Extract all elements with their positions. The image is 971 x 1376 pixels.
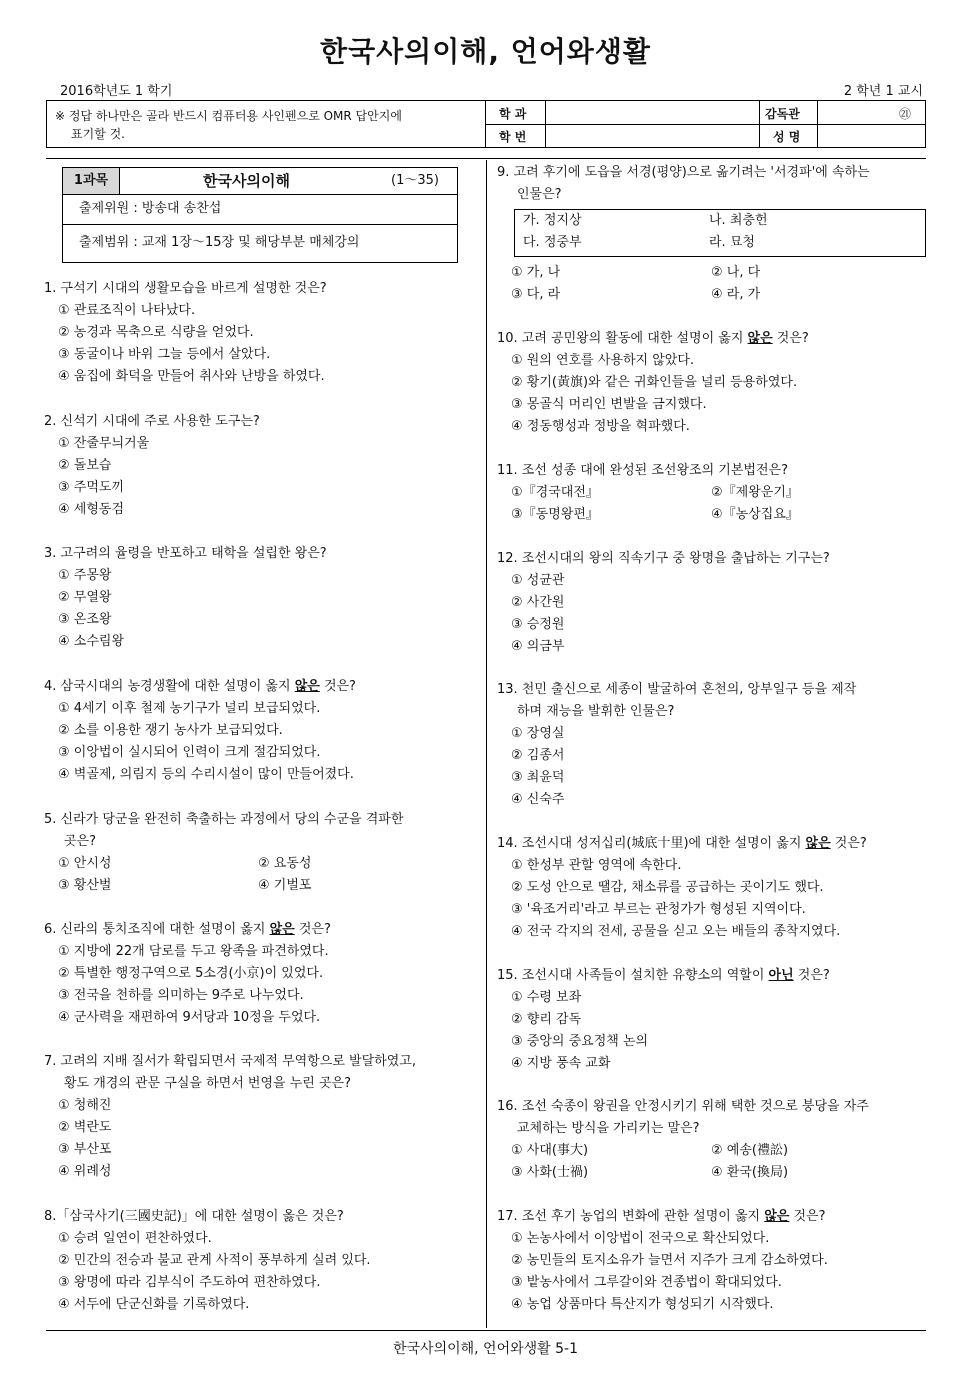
- term-info: 2016학년도 1 학기: [60, 84, 173, 99]
- question-11: 11. 조선 성종 대에 완성된 조선왕조의 기본법전은? ①『경국대전』 ②『제왕운기』 ③『동명왕편』 ④『농상집요』: [497, 463, 799, 522]
- proctor-label: 감독관: [765, 107, 800, 121]
- question-10: 10. 고려 공민왕의 활동에 대한 설명이 옳지 않은 것은? ① 원의 연호를 사용하지 않았다. ② 황기(黃旗)와 같은 귀화인들을 널리 등용하였다. ③ 몽골식 머리인 변발을 금지했다. ④ 정동행성과 정방을 혁파했다.: [497, 331, 809, 434]
- question-8: 8.「삼국사기(三國史記)」에 대한 설명이 옳은 것은? ① 승려 일연이 편찬하였다. ② 민간의 전승과 불교 관계 사적이 풍부하게 실려 있다. ③ 왕명에 따라 김부식이 주도하여 편찬하였다. ④ 서두에 단군신화를 기록하였다.: [44, 1209, 371, 1312]
- question-16: 16. 조선 숙종이 왕권을 안정시키기 위해 택한 것으로 붕당을 자주 교체하는 방식을 가리키는 말은? ① 사대(事大) ② 예송(禮訟) ③ 사화(士禍) ④ 환국(換局): [497, 1099, 869, 1180]
- question-17: 17. 조선 후기 농업의 변화에 관한 설명이 옳지 않은 것은? ① 논농사에서 이앙법이 전국으로 확산되었다. ② 농민들의 토지소유가 늘면서 지주가 크게 감소하였다. ③ 밭농사에서 그루갈이와 견종법이 확대되었다. ④ 농업 상품마다 특산지가 형성되기 시작했다.: [497, 1209, 828, 1312]
- seal-mark: ㉑: [899, 107, 912, 121]
- question-1: 1. 구석기 시대의 생활모습을 바르게 설명한 것은? ① 관료조직이 나타났다. ② 농경과 목축으로 식량을 얻었다. ③ 동굴이나 바위 그늘 등에서 살았다. ④ 움집에 화덕을 만들어 취사와 난방을 하였다.: [44, 281, 327, 384]
- subject-name: 한국사의이해: [203, 172, 290, 190]
- answer-sheet-header: [46, 100, 926, 148]
- subject-number: 1과목: [63, 168, 120, 194]
- question-14: 14. 조선시대 성저십리(城底十里)에 대한 설명이 옳지 않은 것은? ① 한성부 관할 영역에 속한다. ② 도성 안으로 땔감, 채소류를 공급하는 곳이기도 했다. ③ '육조거리'라고 부르는 관청가가 형성된 지역이다. ④ 전국 각지의 전세, 공물을 싣고 오는 배들의 종착지였다.: [497, 836, 867, 939]
- scope: 출제범위 : 교재 1장～15장 및 해당부분 매체강의: [79, 235, 360, 250]
- question-range: (1～35): [391, 173, 439, 188]
- question-6: 6. 신라의 통치조직에 대한 설명이 옳지 않은 것은? ① 지방에 22개 담로를 두고 왕족을 파견하였다. ② 특별한 행정구역으로 5소경(小京)이 있었다. ③ 전국을 천하를 의미하는 9주로 나누었다. ④ 군사력을 재편하여 9서당과 10정을 두었다.: [44, 922, 331, 1025]
- question-5: 5. 신라가 당군을 완전히 축출하는 과정에서 당의 수군을 격파한 곳은? ① 안시성 ② 요동성 ③ 황산벌 ④ 기벌포: [44, 812, 404, 893]
- page-title: 한국사의이해, 언어와생활: [320, 35, 651, 68]
- question-2: 2. 신석기 시대에 주로 사용한 도구는? ① 잔줄무늬거울 ② 돌보습 ③ 주먹도끼 ④ 세형동검: [44, 414, 260, 517]
- page-footer: 한국사의이해, 언어와생활 5-1: [393, 1341, 578, 1357]
- column-divider: [486, 160, 487, 1328]
- question-12: 12. 조선시대의 왕의 직속기구 중 왕명을 출납하는 기구는? ① 성균관 ② 사간원 ③ 승정원 ④ 의금부: [497, 551, 830, 654]
- question-4: 4. 삼국시대의 농경생활에 대한 설명이 옳지 않은 것은? ① 4세기 이후 철제 농기구가 널리 보급되었다. ② 소를 이용한 쟁기 농사가 보급되었다. ③ 이앙법이 실시되어 인력이 크게 절감되었다. ④ 벽골제, 의림지 등의 수리시설이 많이 만들어졌다.: [44, 679, 356, 782]
- name-label: 성 명: [773, 130, 801, 144]
- notice: [55, 107, 475, 143]
- period-info: 2 학년 1 교시: [843, 84, 923, 99]
- question-9-choice-box: 가. 정지상 나. 최충헌 다. 정중부 라. 묘청: [514, 209, 926, 257]
- notice-line-1: ※ 정답 하나만은 골라 반드시 컴퓨터용 사인펜으로 OMR 답안지에: [55, 109, 402, 123]
- question-9-options: ① 가, 나 ② 나, 다 ③ 다, 라 ④ 라, 가: [511, 265, 761, 302]
- question-9: 9. 고려 후기에 도읍을 서경(평양)으로 옮기려는 '서경파'에 속하는 인물은?: [497, 165, 870, 202]
- question-7: 7. 고려의 지배 질서가 확립되면서 국제적 무역항으로 발달하였고, 황도 개경의 관문 구실을 하면서 번영을 누린 곳은? ① 청해진 ② 벽란도 ③ 부산포 ④ 위례성: [44, 1054, 416, 1179]
- author: 출제위원 : 방송대 송찬섭: [79, 201, 222, 216]
- question-15: 15. 조선시대 사족들이 설치한 유향소의 역할이 아닌 것은? ① 수령 보좌 ② 향리 감독 ③ 중앙의 중요정책 논의 ④ 지방 풍속 교화: [497, 968, 830, 1071]
- notice-line-2: 표기할 것.: [71, 127, 125, 141]
- question-3: 3. 고구려의 율령을 반포하고 태학을 설립한 왕은? ① 주몽왕 ② 무열왕 ③ 온조왕 ④ 소수림왕: [44, 546, 327, 649]
- student-id-label: 학 번: [499, 130, 527, 144]
- subject-box: [62, 167, 458, 263]
- dept-label: 학 과: [499, 107, 527, 121]
- question-13: 13. 천민 출신으로 세종이 발굴하여 혼천의, 앙부일구 등을 제작 하며 재능을 발휘한 인물은? ① 장영실 ② 김종서 ③ 최윤덕 ④ 신숙주: [497, 682, 857, 807]
